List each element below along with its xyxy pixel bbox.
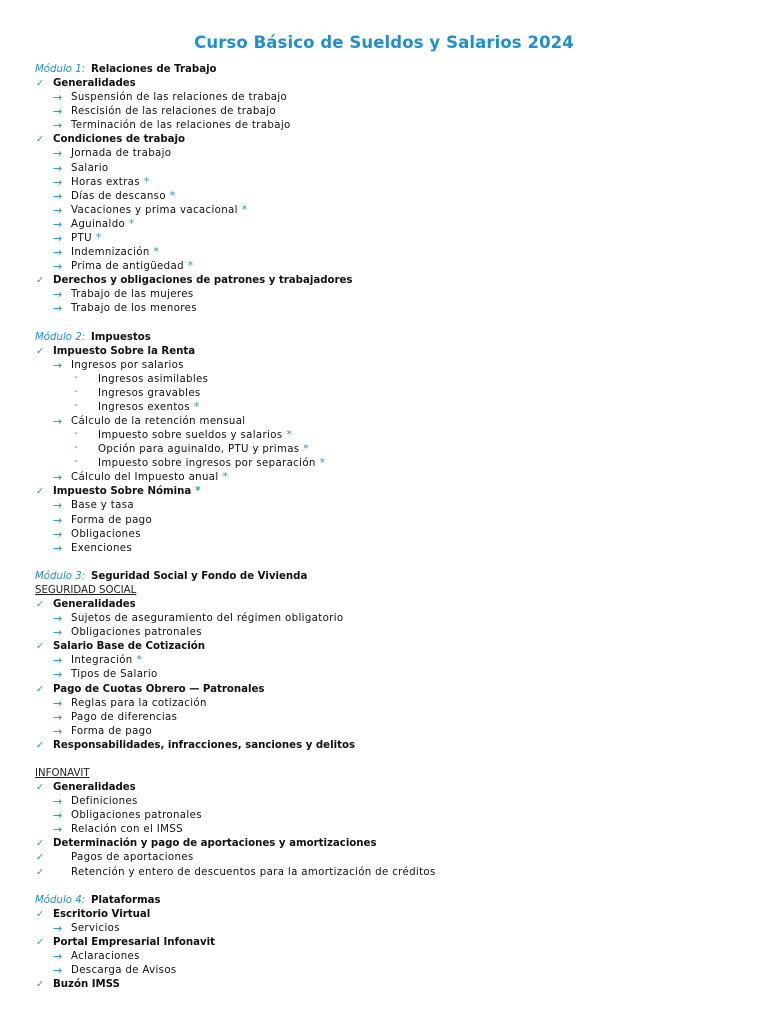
star-marker: * — [303, 444, 309, 456]
outline-item-text — [53, 683, 264, 697]
outline-item-text — [71, 302, 197, 316]
outline-item-text — [53, 345, 195, 359]
right-arrow-icon: → — [53, 724, 63, 738]
outline-item-text — [71, 795, 138, 809]
module-name: Impuestos — [91, 331, 151, 343]
module-name: Relaciones de Trabajo — [91, 64, 217, 75]
checkmark-icon: ✓ — [36, 683, 44, 695]
outline-item-text — [71, 260, 193, 274]
right-arrow-icon: → — [53, 541, 63, 555]
star-marker: * — [153, 247, 160, 259]
star-marker: * — [95, 232, 102, 244]
checkmark-icon: ✓ — [36, 908, 44, 920]
right-arrow-icon: → — [53, 231, 63, 245]
right-arrow-icon: → — [53, 189, 63, 203]
outline-item-text — [53, 781, 136, 795]
right-arrow-icon: → — [53, 696, 63, 710]
item-label: Pago de Cuotas Obrero — Patronales — [53, 683, 265, 695]
item-label: Base y tasa — [71, 500, 134, 512]
outline-item-text — [98, 401, 199, 415]
right-arrow-icon: → — [53, 710, 63, 724]
item-label: Definiciones — [71, 796, 138, 808]
item-label: Forma de pago — [71, 514, 153, 526]
right-arrow-icon: → — [53, 358, 63, 372]
star-marker: * — [222, 472, 229, 484]
outline-item-text — [53, 598, 136, 612]
right-arrow-icon: → — [53, 795, 63, 809]
dash-icon: - — [74, 385, 78, 397]
item-label: Condiciones de trabajo — [53, 134, 185, 146]
item-label: Horas extras — [71, 176, 140, 188]
right-arrow-icon: → — [53, 513, 63, 527]
star-marker: * — [129, 218, 135, 230]
right-arrow-icon: → — [53, 91, 63, 105]
right-arrow-icon: → — [53, 302, 63, 316]
checkmark-icon: ✓ — [36, 345, 44, 357]
outline-item-text — [53, 978, 120, 992]
right-arrow-icon: → — [53, 612, 63, 626]
star-marker: * — [193, 401, 200, 413]
outline-item-text — [71, 218, 135, 232]
item-label: Forma de pago — [71, 725, 153, 737]
dash-icon: - — [74, 428, 78, 440]
outline-item-text — [71, 866, 436, 880]
outline-item-text — [71, 162, 109, 176]
outline-item-text — [71, 851, 194, 865]
outline-item-text — [71, 471, 228, 485]
item-label: Relación con el IMSS — [71, 824, 183, 836]
item-label: Obligaciones patronales — [71, 627, 202, 639]
item-label: Retención y entero de descuentos para la amortización de créditos — [71, 866, 436, 878]
right-arrow-icon: → — [53, 119, 63, 133]
checkmark-icon: ✓ — [36, 979, 44, 991]
right-arrow-icon: → — [53, 668, 63, 682]
outline-item-text — [98, 387, 201, 401]
outline-item-text — [71, 359, 184, 373]
star-marker: * — [187, 261, 194, 273]
module-label: Módulo 4: — [35, 894, 86, 906]
outline-item-text — [71, 105, 276, 119]
star-marker: * — [143, 176, 150, 188]
item-label: Días de descanso — [71, 190, 166, 202]
item-label: Obligaciones — [71, 528, 141, 540]
item-label: Responsabilidades, infracciones, sanciones y delitos — [53, 739, 356, 751]
outline-item-text — [71, 190, 175, 204]
outline-item-text — [71, 725, 152, 739]
outline-item-text — [53, 640, 205, 654]
star-marker: * — [195, 486, 201, 498]
item-label: Suspensión de las relaciones de trabajo — [71, 92, 288, 104]
checkmark-icon: ✓ — [36, 599, 44, 611]
checkmark-icon: ✓ — [36, 641, 44, 653]
right-arrow-icon: → — [53, 499, 63, 513]
item-label: Trabajo de los menores — [71, 303, 197, 315]
outline-item-text — [53, 133, 185, 147]
outline-item-text — [71, 232, 101, 246]
outline-item-text — [53, 837, 377, 851]
item-label: Determinación y pago de aportaciones y amortizaciones — [53, 838, 377, 850]
right-arrow-icon: → — [53, 471, 63, 485]
outline-item-text — [53, 77, 136, 91]
outline-item-text — [71, 950, 140, 964]
outline-item-text — [71, 204, 247, 218]
right-arrow-icon: → — [53, 809, 63, 823]
checkmark-icon: ✓ — [36, 782, 44, 794]
outline-item-text — [71, 654, 142, 668]
outline-item-text — [71, 823, 183, 837]
checkmark-icon: ✓ — [36, 739, 44, 751]
outline-item-text — [71, 147, 171, 161]
outline-item-text — [71, 542, 132, 556]
outline-item-text — [71, 626, 202, 640]
outline-item-text — [71, 415, 245, 429]
outline-item-text — [71, 246, 159, 260]
right-arrow-icon: → — [53, 527, 63, 541]
item-label: Ingresos por salarios — [71, 359, 184, 371]
outline-item-text — [71, 809, 202, 823]
dash-icon: - — [74, 442, 78, 454]
outline-item-text — [53, 908, 150, 922]
item-label: Servicios — [71, 922, 120, 934]
dash-icon: - — [74, 456, 78, 468]
item-label: Cálculo de la retención mensual — [71, 416, 246, 427]
item-label: Escritorio Virtual — [53, 908, 151, 920]
item-label: Obligaciones patronales — [71, 810, 202, 822]
right-arrow-icon: → — [53, 161, 63, 175]
star-marker: * — [286, 430, 292, 442]
right-arrow-icon: → — [53, 217, 63, 231]
outline-item-text — [71, 288, 193, 302]
item-label: Rescisión de las relaciones de trabajo — [71, 106, 276, 118]
outline-item-text — [71, 119, 291, 133]
item-label: Salario Base de Cotización — [53, 641, 205, 653]
checkmark-icon: ✓ — [36, 936, 44, 948]
item-label: Ingresos exentos — [98, 401, 190, 413]
checkmark-icon: ✓ — [36, 78, 44, 90]
item-label: Pagos de aportaciones — [71, 852, 194, 864]
right-arrow-icon: → — [53, 203, 63, 217]
item-label: Ingresos asimilables — [98, 373, 209, 385]
outline-item-text — [53, 485, 201, 499]
outline-item-text — [53, 274, 353, 288]
item-label: Salario — [71, 162, 109, 174]
outline-item-text — [71, 528, 141, 542]
item-label: Terminación de las relaciones de trabajo — [71, 120, 291, 132]
outline-item-text — [71, 499, 134, 513]
item-label: Prima de antigüedad — [71, 261, 184, 273]
right-arrow-icon: → — [53, 415, 63, 428]
right-arrow-icon: → — [53, 246, 63, 260]
right-arrow-icon: → — [53, 288, 63, 302]
item-label: Impuesto Sobre Nómina — [53, 486, 192, 498]
item-label: Indemnización — [71, 247, 150, 259]
outline-item-text — [98, 457, 325, 471]
outline-item-text — [98, 373, 208, 387]
item-label: Aclaraciones — [71, 951, 140, 963]
outline-item-text — [71, 176, 149, 190]
item-label: Ingresos gravables — [98, 387, 201, 399]
outline-item-text — [71, 514, 152, 528]
item-label: Generalidades — [53, 78, 136, 90]
outline-item-text — [98, 443, 309, 457]
star-marker: * — [136, 655, 143, 667]
dash-icon: - — [74, 399, 78, 411]
document-title: Curso Básico de Sueldos y Salarios 2024 — [194, 33, 574, 52]
star-marker: * — [169, 190, 176, 202]
right-arrow-icon: → — [53, 105, 63, 119]
right-arrow-icon: → — [53, 147, 63, 161]
item-label: Derechos y obligaciones de patrones y trabajadores — [53, 275, 353, 287]
outline-item-text — [71, 697, 207, 711]
item-label: Buzón IMSS — [53, 979, 120, 991]
item-label: Reglas para la cotización — [71, 697, 207, 709]
outline-item-text — [98, 429, 292, 443]
item-label: Integración — [71, 655, 133, 667]
item-label: Generalidades — [53, 782, 136, 794]
item-label: Descarga de Avisos — [71, 965, 177, 977]
outline-item-text — [71, 711, 177, 725]
section-heading-text: INFONAVIT — [35, 768, 90, 779]
item-label: Impuesto sobre ingresos por separación — [98, 458, 316, 470]
checkmark-icon: ✓ — [36, 852, 44, 864]
item-label: Cálculo del Impuesto anual — [71, 472, 219, 484]
module-name: Plataformas — [91, 894, 161, 906]
item-label: Sujetos de aseguramiento del régimen obligatorio — [71, 613, 344, 625]
star-marker: * — [241, 204, 248, 216]
right-arrow-icon: → — [53, 950, 63, 964]
module-name: Seguridad Social y Fondo de Vivienda — [91, 570, 308, 582]
item-label: Impuesto sobre sueldos y salarios — [98, 430, 283, 442]
outline-item-text — [71, 922, 120, 936]
item-label: Tipos de Salario — [71, 669, 158, 681]
item-label: Trabajo de las mujeres — [71, 289, 194, 301]
outline-item-text — [71, 612, 343, 626]
right-arrow-icon: → — [53, 175, 63, 189]
item-label: PTU — [71, 232, 92, 244]
item-label: Exenciones — [71, 542, 133, 554]
module-label: Módulo 1: — [35, 64, 86, 75]
item-label: Opción para aguinaldo, PTU y primas — [98, 444, 300, 456]
checkmark-icon: ✓ — [36, 486, 44, 498]
right-arrow-icon: → — [53, 626, 63, 640]
checkmark-icon: ✓ — [36, 275, 44, 287]
star-marker: * — [319, 458, 326, 470]
outline-item-text — [71, 91, 287, 105]
module-label: Módulo 2: — [35, 331, 86, 343]
item-label: Impuesto Sobre la Renta — [53, 345, 196, 357]
item-label: Aguinaldo — [71, 218, 126, 230]
item-label: Portal Empresarial Infonavit — [53, 936, 216, 948]
outline-item-text — [53, 739, 355, 753]
right-arrow-icon: → — [53, 260, 63, 274]
section-heading-text: SEGURIDAD SOCIAL — [35, 584, 137, 596]
outline-item-text — [71, 964, 177, 978]
dash-icon: - — [74, 371, 78, 383]
outline-item-text — [71, 668, 158, 682]
module-label: Módulo 3: — [35, 570, 86, 582]
right-arrow-icon: → — [53, 823, 63, 837]
right-arrow-icon: → — [53, 921, 63, 935]
item-label: Generalidades — [53, 599, 136, 611]
checkmark-icon: ✓ — [36, 866, 44, 878]
checkmark-icon: ✓ — [36, 838, 44, 850]
item-label: Jornada de trabajo — [71, 148, 172, 160]
outline-item-text — [53, 936, 215, 950]
item-label: Pago de diferencias — [71, 711, 178, 723]
right-arrow-icon: → — [53, 654, 63, 668]
right-arrow-icon: → — [53, 964, 63, 978]
checkmark-icon: ✓ — [36, 134, 44, 146]
item-label: Vacaciones y prima vacacional — [71, 204, 238, 216]
